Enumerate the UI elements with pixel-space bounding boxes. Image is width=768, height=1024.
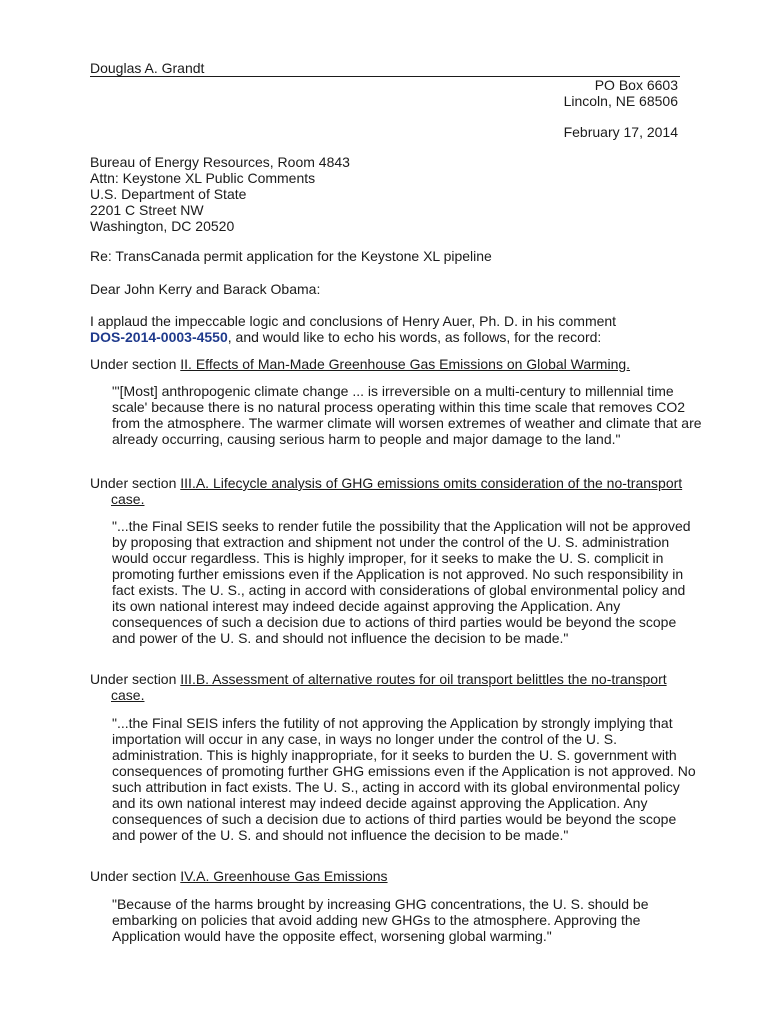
section-quote: "Because of the harms brought by increasing GHG concentrations, the U. S. should be embarking on policies that avoid adding new GHGs to the atmosphere. Approving the Application would have the opposite effect, worsening global warming." bbox=[112, 896, 649, 944]
section-heading bbox=[90, 671, 690, 703]
section-quote: "'[Most] anthropogenic climate change ... is irreversible on a multi-century to millennial time scale' because there is no natural process operating within this time scale that removes CO2 from the atmosphere. The warmer climate will worsen extremes of weather and climate that are already occurring, causing serious harm to people and major damage to the land." bbox=[112, 383, 702, 447]
recipient-address bbox=[90, 154, 350, 234]
section-prefix: Under section bbox=[90, 868, 181, 884]
section-title: II. Effects of Man-Made Greenhouse Gas Emissions on Global Warming. bbox=[180, 356, 631, 372]
section-prefix: Under section bbox=[90, 356, 181, 372]
recipient-line: Bureau of Energy Resources, Room 4843 bbox=[90, 154, 350, 170]
document-id-link[interactable]: DOS-2014-0003-4550 bbox=[90, 329, 228, 345]
section-heading bbox=[90, 475, 690, 507]
letter-date: February 17, 2014 bbox=[563, 124, 678, 140]
intro-paragraph bbox=[90, 313, 690, 345]
recipient-line: 2201 C Street NW bbox=[90, 202, 204, 218]
po-box: PO Box 6603 bbox=[594, 77, 678, 93]
section-prefix: Under section bbox=[90, 475, 181, 491]
section-heading bbox=[90, 868, 690, 884]
city-state-zip: Lincoln, NE 68506 bbox=[563, 93, 678, 109]
subject-line: Re: TransCanada permit application for the Keystone XL pipeline bbox=[90, 248, 492, 264]
intro-text-continued: , and would like to echo his words, as follows, for the record: bbox=[227, 329, 602, 345]
section-title: III.A. Lifecycle analysis of GHG emissions omits consideration of the no-transport case. bbox=[111, 475, 683, 507]
section-title: IV.A. Greenhouse Gas Emissions bbox=[180, 868, 388, 884]
section-title: III.B. Assessment of alternative routes for oil transport belittles the no-transport case. bbox=[111, 671, 667, 703]
section-quote: "...the Final SEIS infers the futility of not approving the Application by strongly implying that importation will occur in any case, in ways no longer under the control of the U. S. administration. This is highly inappropriate, for it seeks to burden the U. S. government with consequences of promoting further GHG emissions even if the Application is not approved. No such attribution in fact exists. The U. S., acting in accord with its global environmental policy and its own national interest may indeed decide against approving the Application. Any consequences of such a decision due to actions of third parties would be beyond the scope and power of the U. S. and should not influence the decision to be made." bbox=[112, 715, 696, 843]
recipient-line: Washington, DC 20520 bbox=[90, 218, 235, 234]
sender-name: Douglas A. Grandt bbox=[90, 60, 205, 76]
recipient-line: Attn: Keystone XL Public Comments bbox=[90, 170, 316, 186]
intro-text: I applaud the impeccable logic and conclusions of Henry Auer, Ph. D. in his comment bbox=[90, 313, 617, 329]
section-heading bbox=[90, 356, 690, 372]
recipient-line: U.S. Department of State bbox=[90, 186, 247, 202]
salutation: Dear John Kerry and Barack Obama: bbox=[90, 281, 321, 297]
section-prefix: Under section bbox=[90, 671, 181, 687]
section-quote: "...the Final SEIS seeks to render futile the possibility that the Application will not be approved by proposing that extraction and shipment not under the control of the U. S. administration would occur regardless. This is highly improper, for it seeks to make the U. S. complicit in promoting further emissions even if the Application is not approved. No such responsibility in fact exists. The U. S., acting in accord with considerations of global environmental policy and its own national interest may indeed decide against approving the Application. Any consequences of such a decision due to actions of third parties would be beyond the scope and power of the U. S. and should not influence the decision to be made." bbox=[112, 518, 691, 646]
sender-line bbox=[90, 60, 680, 77]
